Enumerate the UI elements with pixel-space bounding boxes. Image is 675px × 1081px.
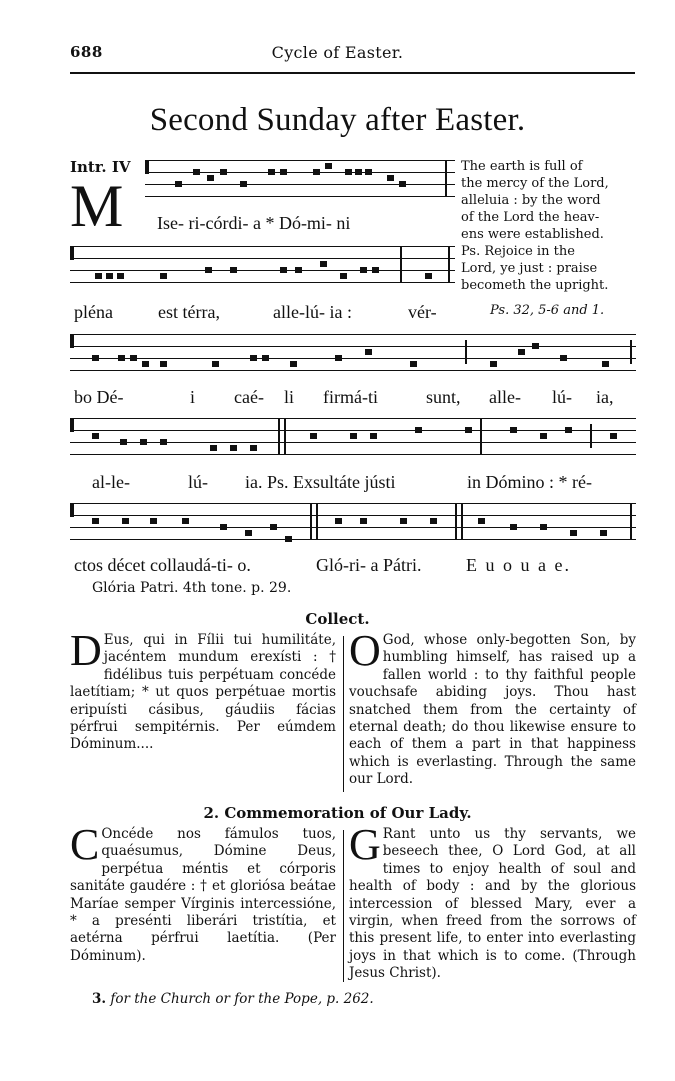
chant-staff-5 (70, 503, 636, 543)
lyric-word: bo Dé- (74, 387, 124, 407)
lyric-word: pléna (74, 302, 113, 322)
translation-line: Lord, ye just : praise (461, 261, 598, 276)
translation-line: of the Lord the heav- (461, 210, 600, 225)
commemoration-latin-text: Oncéde nos fámulos tuos, quaésumus, Dómine Deus, perpétua méntis et córporis sanitáte gaudére : † et gloriósa beátae Maríae semper Vírginis intercessióne, * a presénti liberári tristítia, et aetérna pérfrui laetítia. (Per Dóminum). (70, 826, 336, 964)
lyric-word: li (284, 387, 295, 407)
lyric-word: firmá-ti (323, 387, 378, 407)
lyric-word: ctos décet collaudá-ti- o. (74, 555, 251, 575)
translation-line: Ps. Rejoice in the (461, 244, 575, 259)
column-divider (343, 636, 344, 792)
lyric-word: vér- (408, 302, 437, 322)
chant-staff-3 (70, 334, 636, 374)
collect-latin-text: Eus, qui in Fílii tui humilitáte, jacéntem mundum erexísti : † fidélibus tuis perpétuam concéde laetítiam; * ut quos perpétuae mortis eripuísti cásibus, gáudiis fácias pérfrui sempitérnis. Per eúmdem Dóminum.... (70, 632, 336, 753)
lyric-word: E u o u a e. (466, 555, 571, 575)
translation-line: The earth is full of (461, 159, 583, 174)
header-rule (70, 72, 635, 74)
lyric-word: ia, (596, 387, 614, 407)
lyric-word: in Dómino : * ré- (467, 472, 592, 492)
translation-line: becometh the upright. (461, 278, 609, 293)
lyric-word: Gló-ri- a Pátri. (316, 555, 422, 575)
lyric-line-1: Ise- ri-córdi- a * Dó-mi- ni (157, 213, 351, 233)
lyric-word: alle- (489, 387, 521, 407)
lyric-word: lú- (188, 472, 208, 492)
gloria-patri-note: Glória Patri. 4th tone. p. 29. (92, 580, 292, 596)
collect-english-text: God, whose only-begotten Son, by humbling himself, has raised up a fallen world : to thy faithful people vouchsafe abiding joys. Thou hast snatched them from the certainty of eternal death; do thou likewise ensure to each of them a part in that happiness which is everlasting. Through the same our Lord. (349, 632, 636, 788)
running-title: Cycle of Easter. (271, 43, 404, 62)
introit-label: Intr. IV (70, 158, 131, 176)
lyric-word: caé- (234, 387, 264, 407)
commemoration-heading: 2. Commemoration of Our Lady. (203, 804, 472, 822)
page-title: Second Sunday after Easter. (149, 102, 526, 138)
lyric-word: lú- (552, 387, 572, 407)
footer-number: 3. (92, 991, 107, 1007)
psalm-reference: Ps. 32, 5-6 and 1. (490, 303, 605, 318)
commemoration-english-text: Rant unto us thy servants, we beseech thee, O Lord God, at all times to enjoy health of soul and health of body : and by the glorious intercession of blessed Mary, ever a virgin, when freed from the sorrows of this present life, to enter into everlasting joys in that which is to come. (Through Jesus Christ). (349, 826, 636, 982)
lyric-word: ia. Ps. Exsultáte jústi (245, 472, 396, 492)
commemoration-english (349, 820, 636, 983)
collect-english-initial: O (349, 626, 381, 675)
lyric-word: alle-lú- ia : (273, 302, 352, 322)
column-divider (343, 830, 344, 982)
commemoration-latin-initial: C (70, 820, 100, 869)
collect-english (349, 626, 636, 789)
footer-text: for the Church or for the Pope, p. 262. (110, 991, 374, 1007)
translation-line: alleluia : by the word (461, 193, 601, 208)
chant-staff-1 (145, 160, 455, 200)
lyric-word: est térra, (158, 302, 220, 322)
chant-staff-4 (70, 418, 636, 458)
lyric-word: i (190, 387, 196, 407)
translation-line: the mercy of the Lord, (461, 176, 609, 191)
introit-translation (461, 158, 636, 294)
chant-staff-2 (70, 246, 455, 286)
collect-latin-initial: D (70, 626, 102, 675)
footer-note (92, 991, 374, 1007)
introit-initial: M (70, 173, 124, 239)
collect-latin (70, 626, 336, 754)
lyric-word: al-le- (92, 472, 130, 492)
lyric-word: sunt, (426, 387, 461, 407)
page-number: 688 (70, 43, 103, 61)
translation-line: ens were established. (461, 227, 604, 242)
commemoration-latin (70, 820, 336, 965)
commemoration-english-initial: G (349, 820, 381, 869)
collect-heading: Collect. (305, 610, 370, 628)
